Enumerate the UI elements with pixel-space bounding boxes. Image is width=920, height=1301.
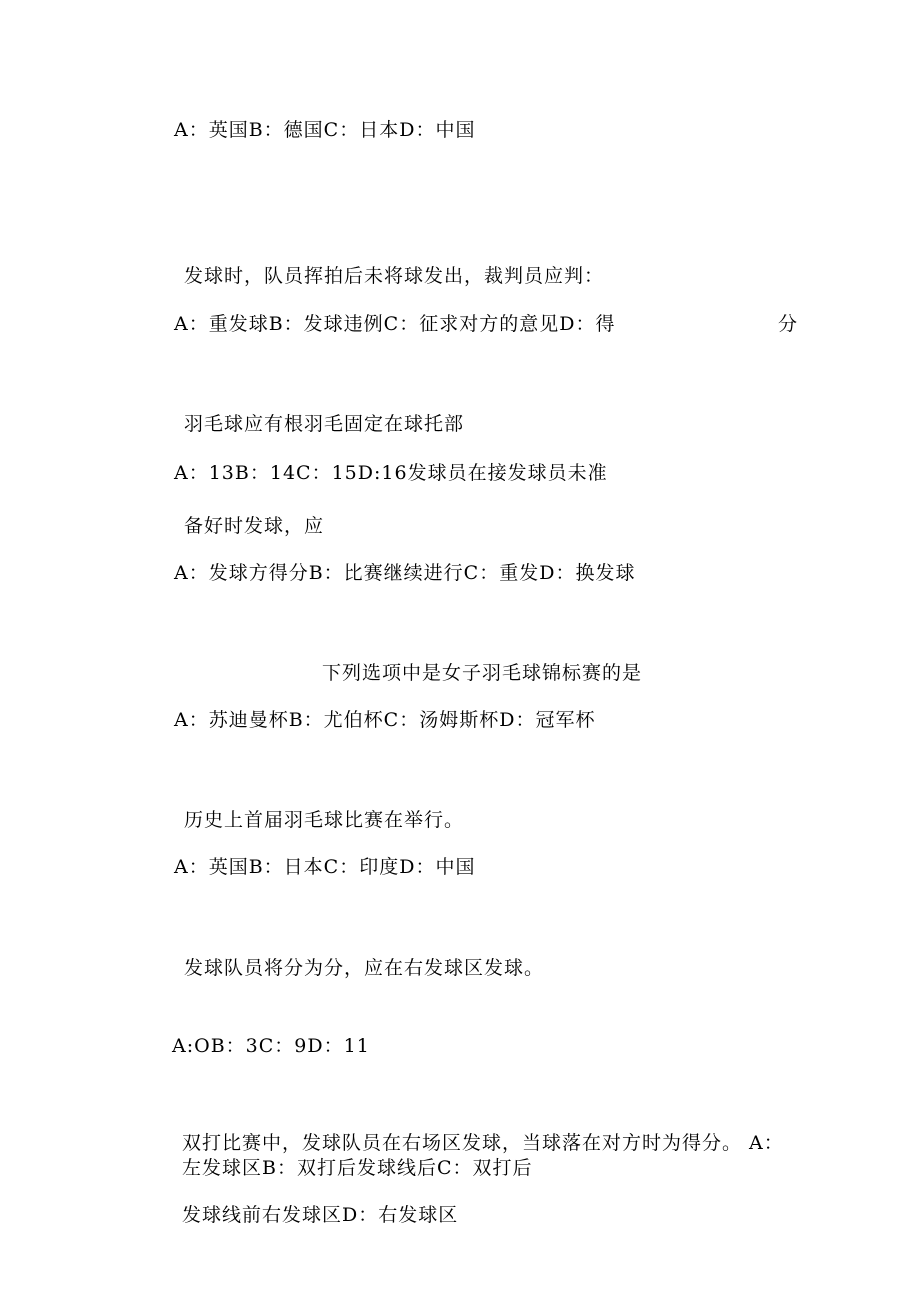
- question-text: 下列选项中是女子羽毛球锦标赛的是: [322, 662, 643, 684]
- question-options-line: 发球线前右发球区D：右发球区: [182, 1204, 459, 1226]
- question-text: 双打比赛中，发球队员在右场区发球，当球落在对方时为得分。 A：: [182, 1132, 784, 1154]
- question-text: 备好时发球，应: [184, 515, 325, 537]
- question-text: 历史上首届羽毛球比赛在举行。: [184, 809, 465, 831]
- question-options-line: 左发球区B：双打后发球线后C：双打后: [182, 1157, 533, 1179]
- question-options-line: A：发球方得分B：比赛继续进行C：重发D：换发球: [174, 562, 636, 584]
- question-options-line: A:OB：3C：9D：11: [172, 1035, 370, 1057]
- question-text: 发球时，队员挥拍后未将球发出，裁判员应判：: [184, 265, 605, 287]
- question-text: 发球队员将分为分，应在右发球区发球。: [184, 957, 545, 979]
- question-options-line: A：13B：14C：15D:16发球员在接发球员未准: [174, 462, 608, 484]
- question-options-line: A：苏迪曼杯B：尤伯杯C：汤姆斯杯D：冠军杯: [174, 709, 596, 731]
- question-options-tail: 分: [778, 313, 799, 335]
- question-options-line: A：英国B：日本C：印度D：中国: [174, 856, 476, 878]
- question-text: 羽毛球应有根羽毛固定在球托部: [184, 413, 465, 435]
- question-options-line: A：重发球B：发球违例C：征求对方的意见D：得: [174, 313, 616, 335]
- question-options-line: A：英国B：德国C：日本D：中国: [174, 119, 476, 141]
